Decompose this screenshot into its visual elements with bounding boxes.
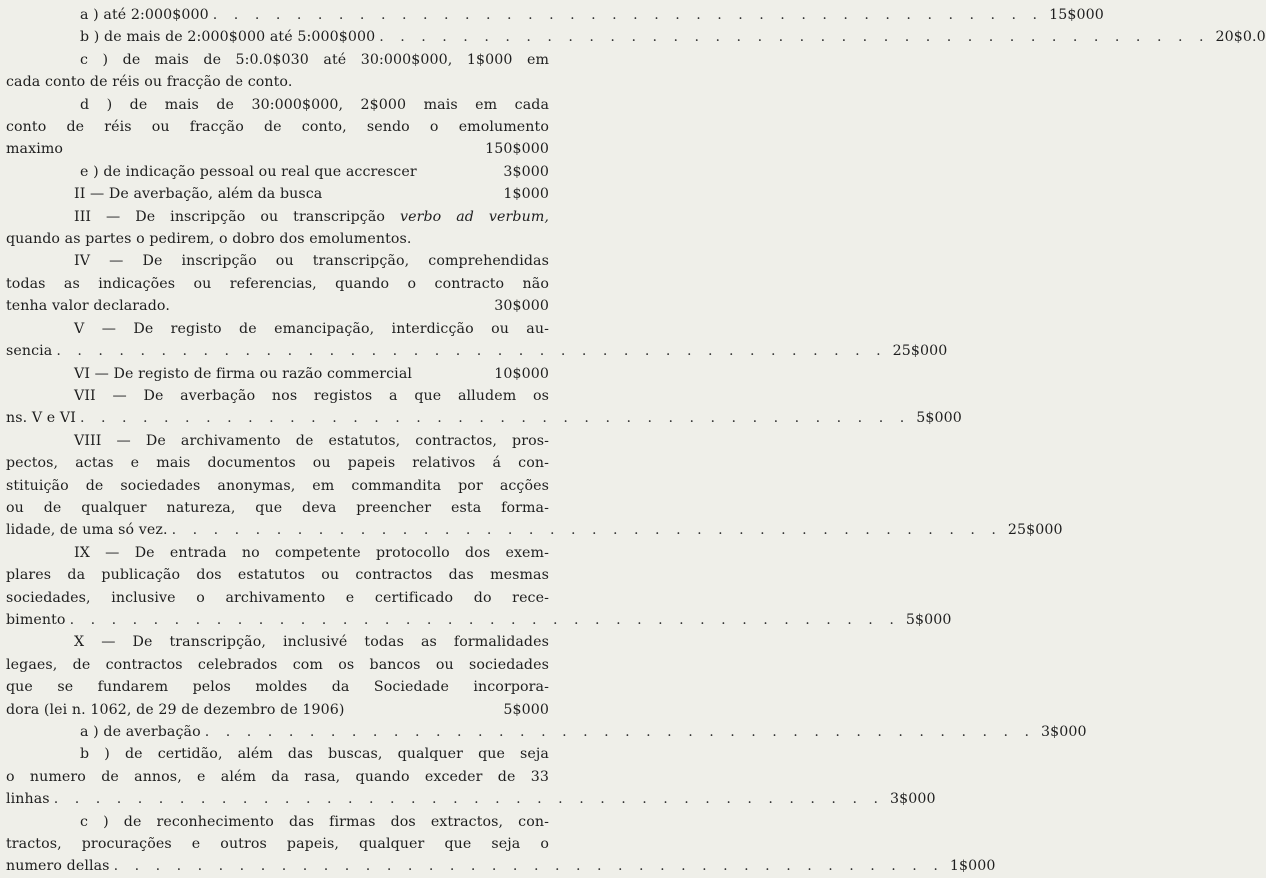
fee-description: dora (lei n. 1062, de 29 de dezembro de 1906)	[6, 701, 345, 718]
fee-description: maximo	[6, 141, 64, 158]
fee-description: sencia	[6, 343, 53, 360]
text-line: c ) de reconhecimento das firmas dos extractos, con-	[80, 813, 549, 830]
leader-dots: . . . . . . . . . . . . . . . . . . . . . . . . . . . . . . . . . . . . . . . .	[204, 724, 1036, 740]
fee-description: lidade, de uma só vez.	[6, 522, 168, 539]
fee-amount: 30$000	[494, 298, 549, 315]
fee-amount: 20$0.0	[1215, 29, 1266, 46]
fee-amount: 25$000	[892, 343, 948, 360]
text-line: b ) de certidão, além das buscas, qualquer que seja	[80, 746, 549, 763]
fee-description: a ) de averbação	[80, 724, 201, 740]
text-line: todas as indicações ou referencias, quando o contracto não	[6, 275, 549, 292]
text-line: X — De transcripção, inclusivé todas as formalidades	[74, 634, 549, 651]
fee-description: linhas	[6, 791, 50, 808]
fee-entry	[6, 855, 996, 877]
text-line: VIII — De archivamento de estatutos, contractos, pros-	[74, 432, 549, 449]
fee-description: e ) de indicação pessoal ou real que accrescer	[80, 163, 417, 180]
fee-entry	[6, 407, 962, 429]
leader-dots: . . . . . . . . . . . . . . . . . . . . . . . . . . . . . . . . . . . . . . . .	[79, 410, 911, 427]
fee-entry	[6, 295, 549, 317]
leader-dots: . . . . . . . . . . . . . . . . . . . . . . . . . . . . . . . . . . . . . . . .	[379, 29, 1210, 46]
fee-amount: 5$000	[905, 611, 952, 628]
latin-phrase: verbo ad verbum,	[399, 208, 549, 225]
fee-amount: 25$000	[1007, 522, 1063, 539]
fee-amount: 1$000	[949, 858, 996, 875]
leader-dots: . . . . . . . . . . . . . . . . . . . . . . . . . . . . . . . . . . . . . . . .	[69, 611, 900, 628]
fee-description: VI — De registo de firma ou razão commercial	[74, 365, 413, 382]
fee-entry	[6, 699, 549, 721]
fee-entry	[6, 609, 952, 631]
fee-entry	[6, 4, 1104, 26]
fee-description: II — De averbação, além da busca	[74, 186, 323, 203]
fee-amount: 3$000	[503, 163, 549, 180]
fee-entry	[6, 363, 549, 385]
text-line: stituição de sociedades anonymas, em commandita por acções	[6, 477, 549, 494]
text-line: pectos, actas e mais documentos ou papeis relativos á con-	[6, 455, 549, 472]
fee-entry	[6, 138, 549, 160]
text-line: plares da publicação dos estatutos ou contractos das mesmas	[6, 567, 549, 584]
text-line	[6, 206, 549, 228]
text-segment: III — De inscripção ou transcripção	[74, 208, 386, 225]
fee-description: ns. V e VI	[6, 410, 76, 427]
text-line: ou de qualquer natureza, que deva preencher esta forma-	[6, 499, 549, 516]
text-line: IV — De inscripção ou transcripção, comprehendidas	[74, 253, 549, 270]
leader-dots: . . . . . . . . . . . . . . . . . . . . . . . . . . . . . . . . . . . . . . . .	[171, 522, 1002, 539]
text-line: c ) de mais de 5:0.0$030 até 30:000$000, 1$000 em	[80, 51, 549, 68]
fee-amount: 15$000	[1049, 7, 1104, 23]
fee-description: bimento	[6, 611, 66, 628]
fee-amount: 10$000	[494, 365, 549, 382]
fee-amount: 3$000	[889, 791, 936, 808]
fee-entry	[6, 788, 936, 810]
fee-entry	[6, 183, 549, 205]
text-line: d ) de mais de 30:000$000, 2$000 mais em cada	[80, 96, 549, 113]
fee-entry	[6, 519, 1063, 541]
fee-description: numero dellas	[6, 858, 110, 875]
fee-amount: 3$000	[1041, 724, 1087, 740]
text-line: IX — De entrada no competente protocollo dos exem-	[74, 544, 549, 561]
leader-dots: . . . . . . . . . . . . . . . . . . . . . . . . . . . . . . . . . . . . . . . .	[56, 343, 887, 360]
text-line: cada conto de réis ou fracção de conto.	[6, 74, 293, 91]
text-line: legaes, de contractos celebrados com os bancos ou sociedades	[6, 656, 549, 673]
text-line: V — De registo de emancipação, interdicção ou au-	[74, 320, 549, 337]
leader-dots: . . . . . . . . . . . . . . . . . . . . . . . . . . . . . . . . . . . . . . . .	[53, 791, 884, 808]
fee-entry	[6, 721, 1087, 743]
text-line: o numero de annos, e além da rasa, quando exceder de 33	[6, 768, 549, 785]
fee-entry	[6, 26, 1266, 48]
text-line: conto de réis ou fracção de conto, sendo o emolumento	[6, 119, 549, 136]
text-line: tractos, procurações e outros papeis, qualquer que seja o	[6, 836, 549, 853]
fee-description: tenha valor declarado.	[6, 298, 170, 315]
text-line: VII — De averbação nos registos a que alludem os	[74, 387, 549, 404]
leader-dots: . . . . . . . . . . . . . . . . . . . . . . . . . . . . . . . . . . . . . . . .	[113, 858, 944, 875]
text-line: que se fundarem pelos moldes da Sociedade incorpora-	[6, 679, 549, 696]
fee-entry	[6, 340, 948, 362]
text-line: quando as partes o pedirem, o dobro dos emolumentos.	[6, 231, 412, 248]
fee-amount: 150$000	[485, 141, 549, 158]
fee-amount: 5$000	[503, 701, 549, 718]
leader-dots: . . . . . . . . . . . . . . . . . . . . . . . . . . . . . . . . . . . . . . . .	[212, 7, 1044, 23]
text-line: sociedades, inclusive o archivamento e certificado do rece-	[6, 589, 549, 606]
fee-description: b ) de mais de 2:000$000 até 5:000$000	[80, 29, 376, 46]
fee-entry	[6, 161, 549, 183]
fee-description: a ) até 2:000$000	[80, 7, 209, 23]
fee-amount: 1$000	[503, 186, 549, 203]
fee-amount: 5$000	[916, 410, 962, 427]
